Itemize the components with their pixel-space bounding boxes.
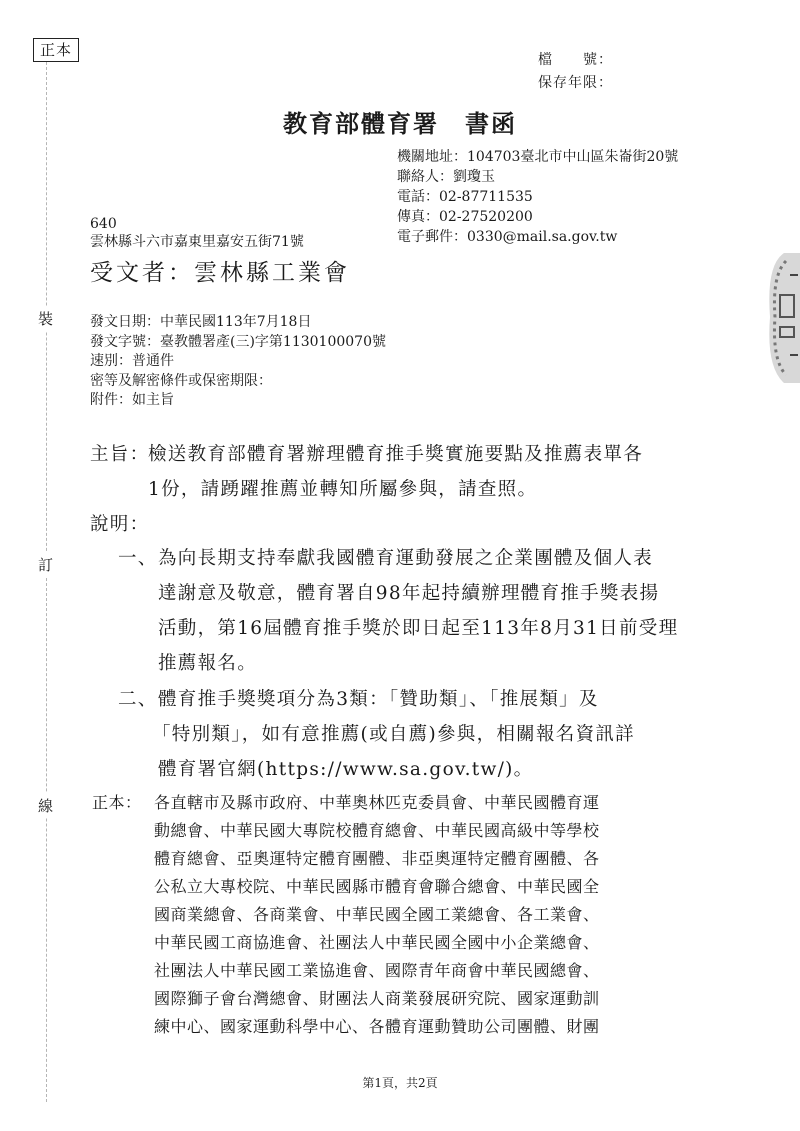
sender-phone: 電話：02-87711535: [397, 189, 533, 205]
copies-line: 中華民國工商協進會、社團法人中華民國全國中小企業總會、: [154, 933, 600, 952]
binding-line: [46, 62, 47, 1102]
item-line: 為向長期支持奉獻我國體育運動發展之企業團體及個人表: [158, 548, 654, 569]
sender-contact: 聯絡人：劉瓊玉: [397, 169, 495, 185]
delivery-speed: 速別：普通件: [90, 353, 174, 369]
copies-line: 國際獅子會台灣總會、財團法人商業發展研究院、國家運動訓: [154, 989, 600, 1008]
subject-label: 主旨：: [90, 444, 150, 465]
postal-code: 640: [90, 216, 117, 232]
copies-line: 公私立大專校院、中華民國縣市體育會聯合總會、中華民國全: [154, 877, 600, 896]
attachment: 附件：如主旨: [90, 392, 174, 408]
file-number-label: 檔 號：: [538, 52, 613, 68]
item-line: 活動，第16屆體育推手獎於即日起至113年8月31日前受理: [158, 618, 679, 639]
sender-address: 機關地址：104703臺北市中山區朱崙街20號: [397, 149, 679, 165]
page-number: 第1頁，共2頁: [362, 1076, 438, 1090]
copies-line: 國商業總會、各商業會、中華民國全國工業總會、各工業會、: [154, 905, 600, 924]
copies-line: 體育總會、亞奧運特定體育團體、非亞奧運特定體育團體、各: [154, 849, 600, 868]
subject-line: 1份，請踴躍推薦並轉知所屬參與，請查照。: [148, 479, 538, 500]
copies-line: 動總會、中華民國大專院校體育總會、中華民國高級中等學校: [154, 821, 600, 840]
copies-line: 各直轄市及縣市政府、中華奧林匹克委員會、中華民國體育運: [154, 793, 600, 812]
sender-fax: 傳真：02-27520200: [397, 209, 533, 225]
explanation-label: 說明：: [90, 514, 150, 535]
copies-line: 社團法人中華民國工業協進會、國際青年商會中華民國總會、: [154, 961, 600, 980]
binding-mark-xian: 線: [38, 793, 53, 818]
item-line: 達謝意及敬意，體育署自98年起持續辦理體育推手獎表揚: [158, 583, 660, 604]
subject-line: 檢送教育部體育署辦理體育推手獎實施要點及推薦表單各: [148, 444, 644, 465]
scan-edge-mark: [762, 245, 800, 390]
document-number: 發文字號：臺教體署產(三)字第1130100070號: [90, 333, 386, 350]
secrecy-level: 密等及解密條件或保密期限：: [90, 372, 272, 389]
recipient: 受文者：雲林縣工業會: [90, 260, 350, 286]
retention-period-label: 保存年限：: [538, 75, 613, 91]
sender-email: 電子郵件：0330@mail.sa.gov.tw: [397, 229, 618, 245]
recipient-address: 雲林縣斗六市嘉東里嘉安五街71號: [90, 234, 304, 250]
binding-mark-ding: 訂: [38, 552, 53, 577]
issue-date: 發文日期：中華民國113年7月18日: [90, 314, 312, 330]
binding-mark-zhuang: 裝: [38, 306, 53, 331]
item-number: 一、: [118, 548, 158, 569]
item-number: 二、: [118, 689, 158, 710]
document-title: 教育部體育署 書函: [283, 109, 517, 138]
item-line: 體育推手獎獎項分為3類：「贊助類」、「推展類」及: [158, 689, 599, 710]
item-line: 體育署官網(https://www.sa.gov.tw/)。: [158, 759, 534, 780]
copies-line: 練中心、國家運動科學中心、各體育運動贊助公司團體、財團: [154, 1017, 600, 1036]
sender-info: [397, 147, 678, 247]
copies-label: 正本：: [92, 793, 142, 812]
item-line: 「特別類」，如有意推薦(或自薦)參與，相關報名資訊詳: [152, 724, 635, 745]
recipient-address-block: [90, 215, 304, 251]
original-copy-stamp: 正本: [33, 38, 79, 62]
document-info: [90, 313, 386, 411]
item-line: 推薦報名。: [158, 653, 258, 674]
